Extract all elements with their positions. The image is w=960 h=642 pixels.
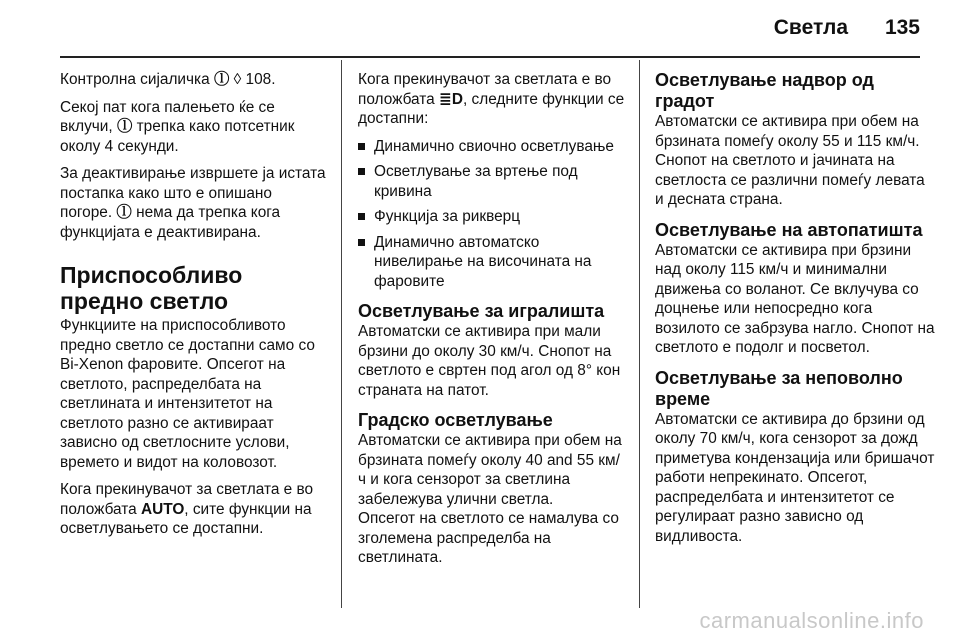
heading-city-light: Градско осветлување	[358, 410, 553, 430]
heading-motorway-light: Осветлување на автопатишта	[655, 219, 923, 240]
column-1	[60, 70, 328, 547]
paragraph-motorway-light: Автоматски се активира при брзини над околу 115 км/ч и минимални движења со воланот. Се вклучува со доцнење или непосредно кога возилото се забрзува нагло. Снопот на светлото е подолг и посветол.	[655, 241, 935, 356]
column-2	[358, 70, 626, 576]
list-item: Функција за рикверц	[358, 207, 626, 227]
column-divider-2	[639, 60, 640, 608]
reference-arrow-icon: ◊	[233, 71, 242, 88]
bullet-icon	[358, 239, 365, 246]
light-indicator-icon: ⓛ	[213, 71, 230, 88]
paragraph-adaptive-intro: Функциите на приспособливото предно светло се достапни само со Bi-Xenon фаровите. Опсегот на светлото, распределбата на светлината и интензитетот на светлото разно се активираат зависно од светлосните услови, времето и видот на коловозот.	[60, 317, 315, 471]
paragraph-control-lamp: Контролна сијаличка ⓛ ◊ 108.	[60, 71, 276, 88]
paragraph-city-light-2: Опсегот на светлото се намалува со зголемена распределба на светлината.	[358, 510, 619, 566]
auto-label: AUTO	[140, 500, 185, 518]
light-indicator-icon: ⓛ	[116, 204, 132, 221]
paragraph-functions-intro: Кога прекинувачот за светлата е во положбата ≣D, следните функции се достапни:	[358, 71, 625, 127]
list-item: Динамично автоматско нивелирање на височината на фаровите	[358, 233, 626, 292]
header-rule	[60, 56, 920, 58]
column-divider-1	[341, 60, 342, 608]
paragraph-city-light-1: Автоматски се активира при обем на брзината помеѓу околу 40 and 55 км/ч и кога сензорот за светлина забележува улични светла.	[358, 432, 622, 508]
paragraph-deactivate: За деактивирање извршете ја истата постапка како што е опишано погоре. ⓛ нема да трепка кога функцијата е деактивирана.	[60, 165, 326, 241]
paragraph-reminder: Секој пат кога палењето ќе се вклучи, ⓛ трепка како потсетник околу 4 секунди.	[60, 98, 295, 155]
paragraph-playground-light: Автоматски се активира при мали брзини до околу 30 км/ч. Снопот на светлото е свртен под агол од 8° кон страната на патот.	[358, 323, 621, 399]
paragraph-auto-mode: Кога прекинувачот за светлата е во положбата AUTO, сите функции на осветлувањето се достапни.	[60, 481, 314, 537]
bullet-icon	[358, 168, 365, 175]
list-item: Осветлување за вртење под кривина	[358, 162, 626, 201]
page-header	[0, 0, 960, 56]
heading-bad-weather-light: Осветлување за неповолно време	[655, 367, 903, 409]
bullet-icon	[358, 213, 365, 220]
heading-adaptive-light: Приспособливо предно светло	[60, 262, 243, 314]
page-title: Светла	[773, 16, 848, 39]
page-number: 135	[884, 16, 920, 39]
paragraph-country-light: Автоматски се активира при обем на брзината помеѓу околу 55 и 115 км/ч. Снопот на светлото и јачината на светлоста се различни помеѓу левата и десната страна.	[655, 113, 925, 208]
heading-country-light: Осветлување надвор од градот	[655, 70, 874, 111]
headlight-icon: ≣D	[438, 90, 463, 108]
column-3	[655, 70, 935, 554]
list-item: Динамично свиочно осветлување	[358, 137, 626, 157]
watermark: carmanualsonline.info	[699, 608, 924, 633]
function-list	[358, 137, 626, 292]
heading-playground-light: Осветлување за игралишта	[358, 301, 605, 321]
bullet-icon	[358, 143, 365, 150]
paragraph-bad-weather-light: Автоматски се активира до брзини од околу 70 км/ч, кога сензорот за дожд приметува кондензација или бришачот работи непрекинато. Опсегот, распределбата и интензитетот се регулираат разно зависно од видливоста.	[655, 410, 935, 545]
light-indicator-icon: ⓛ	[116, 118, 133, 135]
